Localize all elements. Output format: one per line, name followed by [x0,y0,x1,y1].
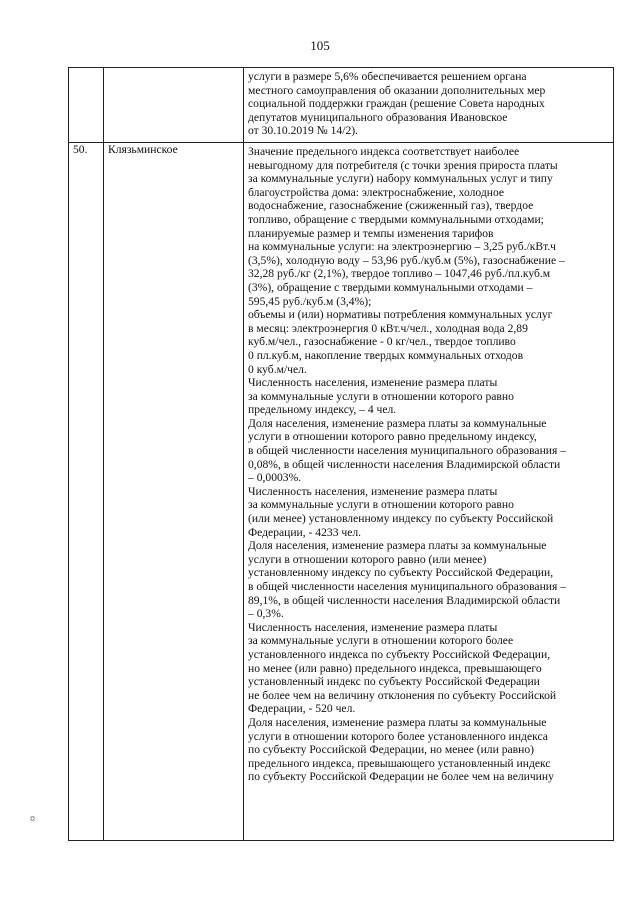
text-line: 595,45 руб./куб.м (3,4%); [248,294,372,308]
text-line: объемы и (или) нормативы потребления коммунальных услуг [248,308,553,322]
text-line: на коммунальные услуги: на электроэнергию – 3,25 руб./кВт.ч [248,240,556,254]
text-line: 0,08%, в общей численности населения Владимирской области [248,457,561,471]
description-cell [244,143,614,841]
text-line: предельному индексу, – 4 чел. [248,403,397,417]
text-line: 0 пл.куб.м, накопление твердых коммунальных отходов [248,348,524,362]
text-line: установленного индекса по субъекту Российской Федерации, [248,647,551,661]
text-line: в общей численности населения муниципального образования – [248,580,567,593]
text-line: 32,28 руб./кг (2,1%), твердое топливо – 1047,46 руб./пл.куб.м [248,267,551,281]
text-line: в месяц: электроэнергия 0 кВт.ч/чел., холодная вода 2,89 [248,321,528,335]
table-row [69,143,614,841]
text-line: Доля населения, изменение размера платы за коммунальные [248,715,547,729]
text-line: Федерации, - 4233 чел. [248,525,362,539]
text-line: за коммунальные услуги) набору коммунальных услуг и типу [248,172,553,186]
text-line: (3%), обращение с твердыми коммунальными отходами – [248,280,533,294]
text-line: от 30.10.2019 № 14/2). [248,124,359,138]
text-line: услуги в отношении которого равно (или менее) [248,552,487,566]
row-number-cell [69,68,104,143]
text-line: – 0,3%. [248,607,284,621]
text-line: социальной поддержки граждан (решение Совета народных [248,97,545,111]
text-line: топливо, обращение с твердыми коммунальными отходами; [248,212,544,226]
text-line: услуги в размере 5,6% обеспечивается решением органа [248,70,527,83]
text-line: за коммунальные услуги в отношении которого более [248,634,514,648]
description-cell [244,68,614,143]
municipality-name-cell [104,68,244,143]
text-line: Доля населения, изменение размера платы за коммунальные [248,416,547,430]
text-line: 0 куб.м/чел. [248,362,307,376]
text-line: по субъекту Российской Федерации, но менее (или равно) [248,743,534,757]
text-line: по субъекту Российской Федерации не более чем на величину [248,770,554,784]
text-line: Значение предельного индекса соответствует наиболее [248,145,520,158]
text-line: услуги в отношении которого более установленного индекса [248,729,548,743]
text-line: за коммунальные услуги в отношении которого равно [248,389,514,403]
text-line: Численность населения, изменение размера платы [248,484,498,498]
text-line: куб.м/чел., газоснабжение - 0 кг/чел., твердое топливо [248,335,516,349]
text-line: в общей численности населения муниципального образования – [248,444,567,458]
text-line: местного самоуправления об оказании дополнительных мер [248,83,546,97]
text-line: не более чем на величину отклонения по субъекту Российской [248,688,557,702]
text-line: невыгодному для потребителя (с точки зрения прироста платы [248,158,558,172]
text-line: Доля населения, изменение размера платы за коммунальные [248,539,547,553]
text-line: Федерации, - 520 чел. [248,702,356,716]
text-line: (3,5%), холодную воду – 53,96 руб./куб.м (5%), газоснабжение – [248,253,565,267]
text-line: установленному индексу по субъекту Российской Федерации, [248,566,554,580]
text-line: Численность населения, изменение размера платы [248,620,498,634]
text-line: 89,1%, в общей численности населения Владимирской области [248,593,561,607]
text-line: Численность населения, изменение размера платы [248,376,498,390]
text-line: услуги в отношении которого равно предельному индексу, [248,430,537,444]
municipality-name-cell: Клязьминское [104,143,244,841]
text-line: – 0,0003%. [248,471,302,485]
text-line: предельного индекса, превышающего установленный индекс [248,756,551,770]
text-line: (или менее) установленному индексу по субъекту Российской [248,512,554,526]
text-line: водоснабжение, газоснабжение (сжиженный газ), твердое [248,199,534,213]
tariff-index-table [68,67,614,841]
text-line: благоустройства дома: электроснабжение, холодное [248,185,505,199]
page-number: 105 [310,38,330,53]
margin-mark: ¤ [30,814,35,825]
text-line: депутатов муниципального образования Ивановское [248,110,508,124]
text-line: планируемые размер и темпы изменения тарифов [248,226,494,240]
text-line: за коммунальные услуги в отношении которого равно [248,498,514,512]
row-number-cell: 50. [69,143,104,841]
table-row [69,68,614,143]
text-line: установленный индекс по субъекту Российской Федерации [248,675,540,689]
text-line: но менее (или равно) предельного индекса, превышающего [248,661,542,675]
